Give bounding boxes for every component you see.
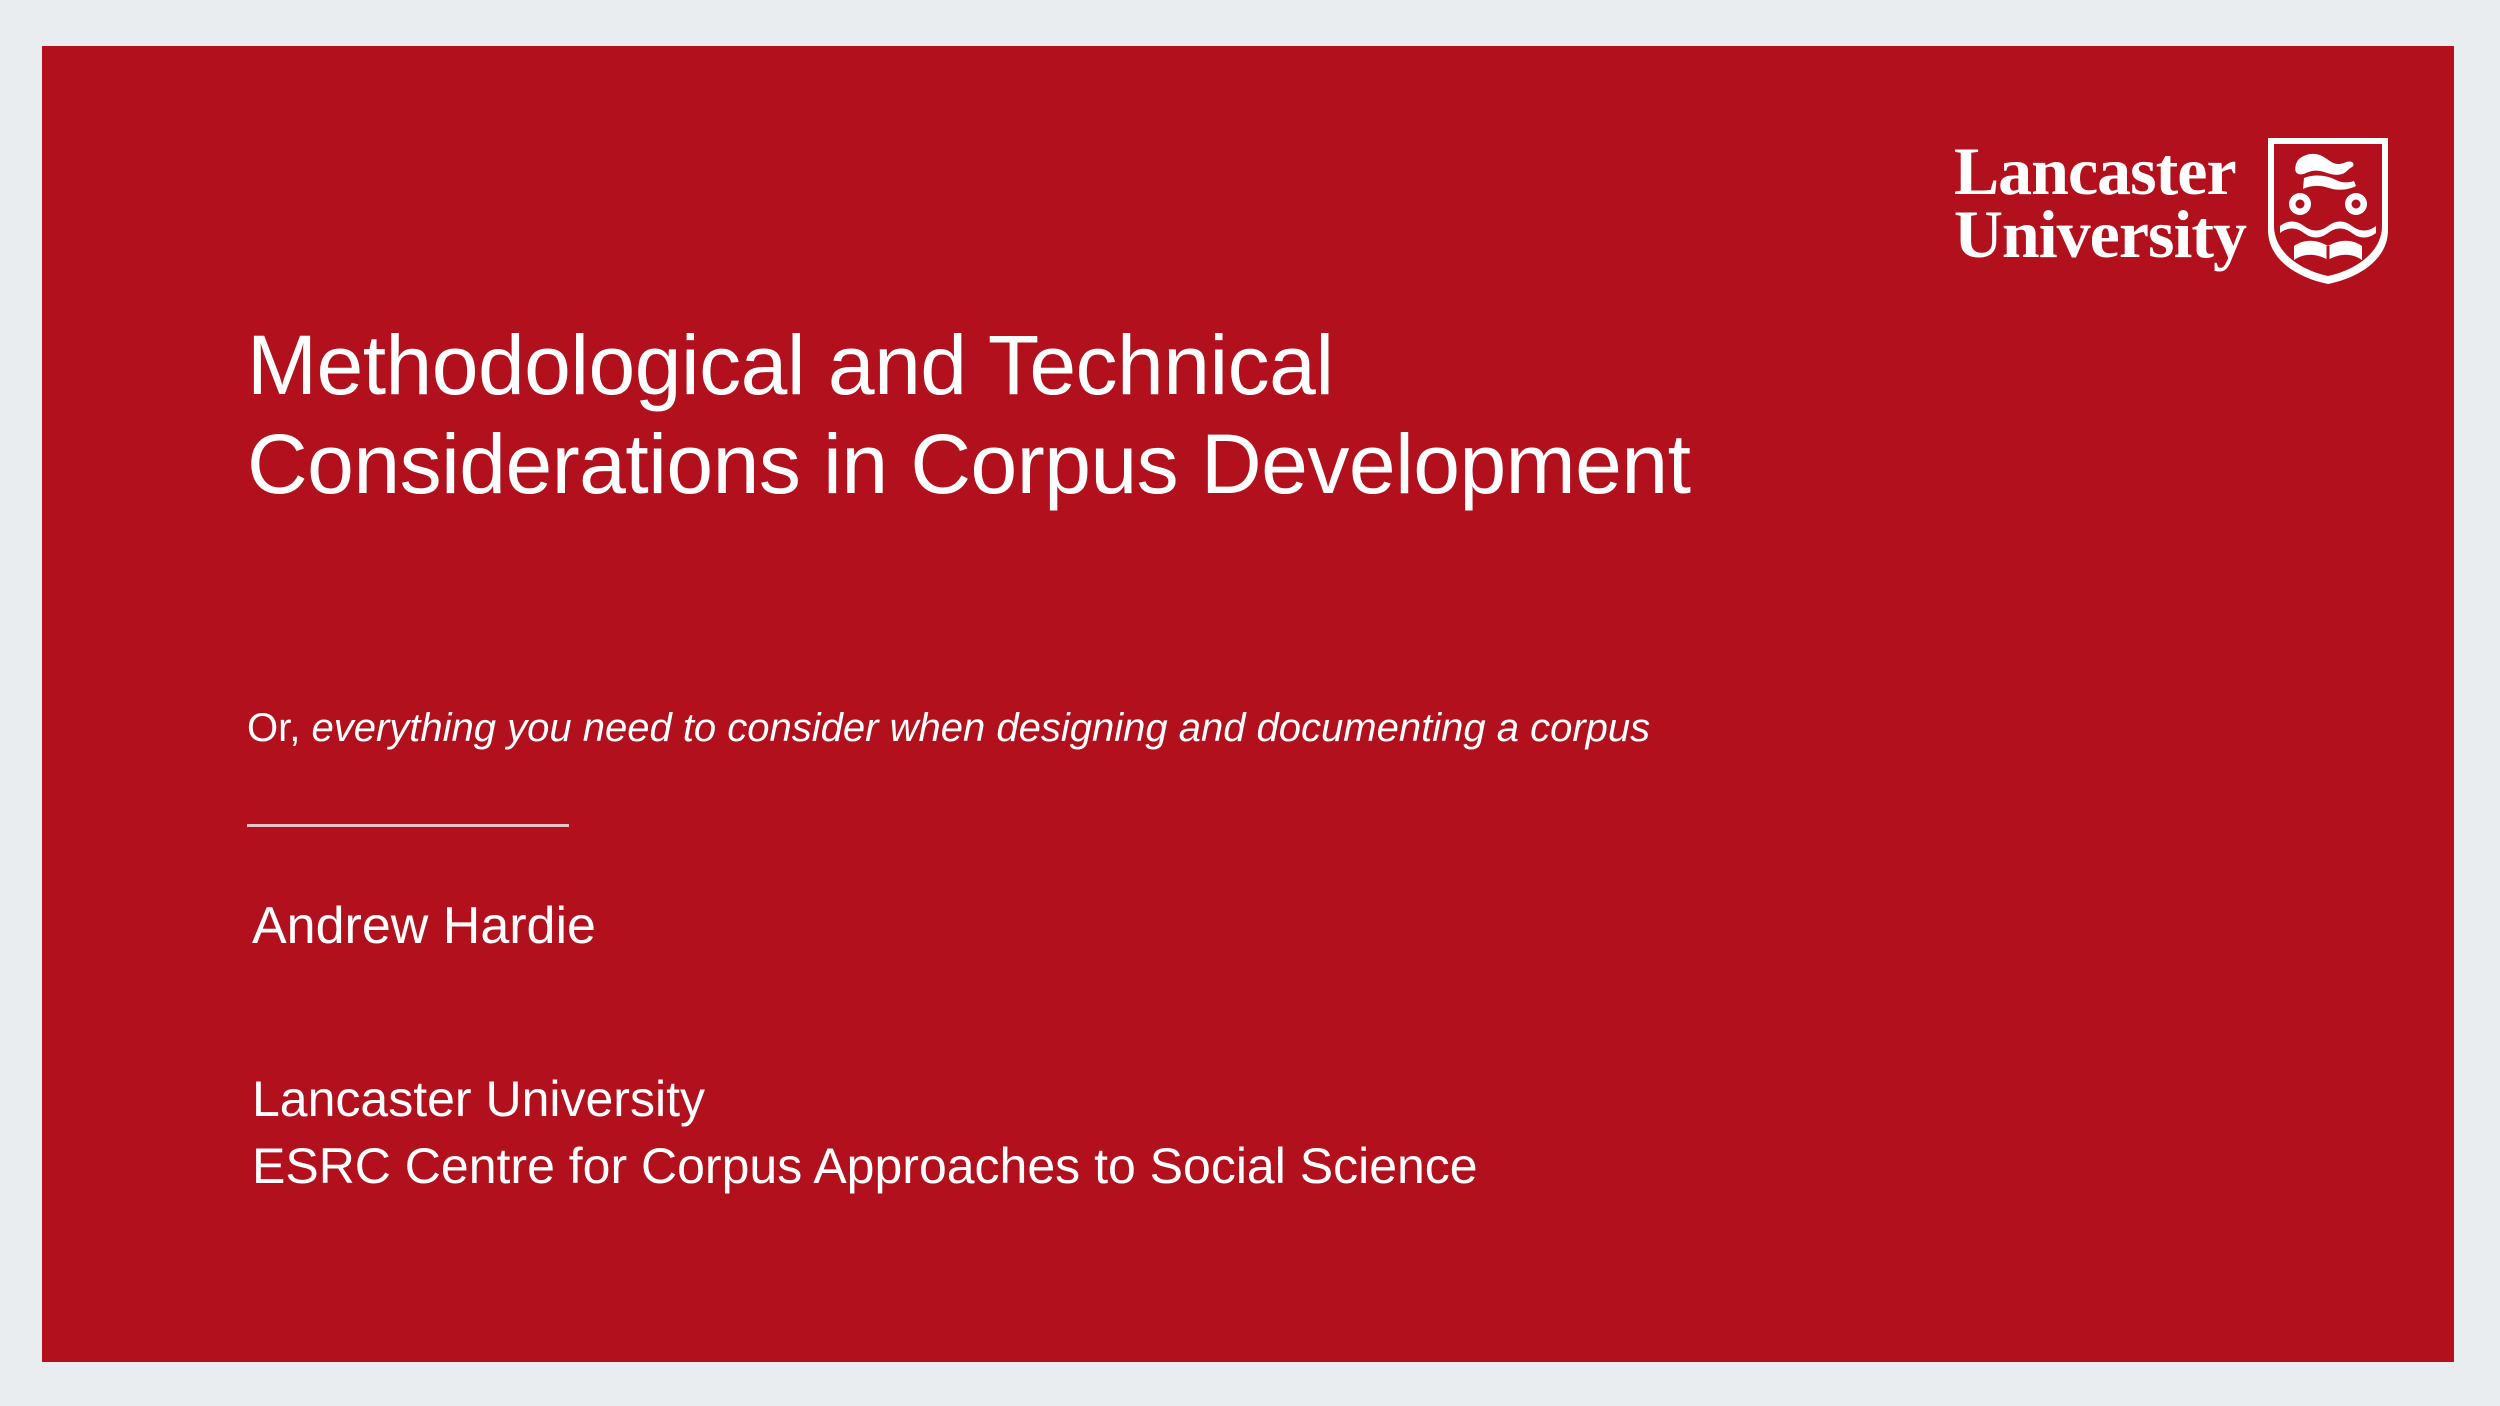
slide-title-line-1: Methodological and Technical — [247, 318, 1334, 412]
logo-word-lancaster: Lancaster — [1953, 133, 2236, 209]
divider-rule — [247, 824, 569, 827]
affiliation-line-2: ESRC Centre for Corpus Approaches to Social Science — [252, 1137, 1478, 1194]
affiliation-block — [252, 1066, 1478, 1199]
slide-title-line-2: Considerations in Corpus Development — [247, 417, 1691, 512]
slide-subtitle — [247, 706, 2147, 751]
author-name: Andrew Hardie — [252, 897, 596, 955]
logo-wordmark — [1953, 133, 2246, 272]
affiliation-line-1: Lancaster University — [252, 1071, 705, 1127]
title-slide — [42, 46, 2454, 1362]
logo-word-university: University — [1953, 195, 2246, 272]
slide-title — [247, 316, 2147, 514]
lancaster-university-crest-icon — [2264, 134, 2392, 286]
university-logo — [1954, 134, 2392, 286]
subtitle-italic-text: everything you need to consider when designing and documenting a corpus — [311, 706, 1651, 750]
subtitle-prefix: Or, — [247, 706, 312, 750]
